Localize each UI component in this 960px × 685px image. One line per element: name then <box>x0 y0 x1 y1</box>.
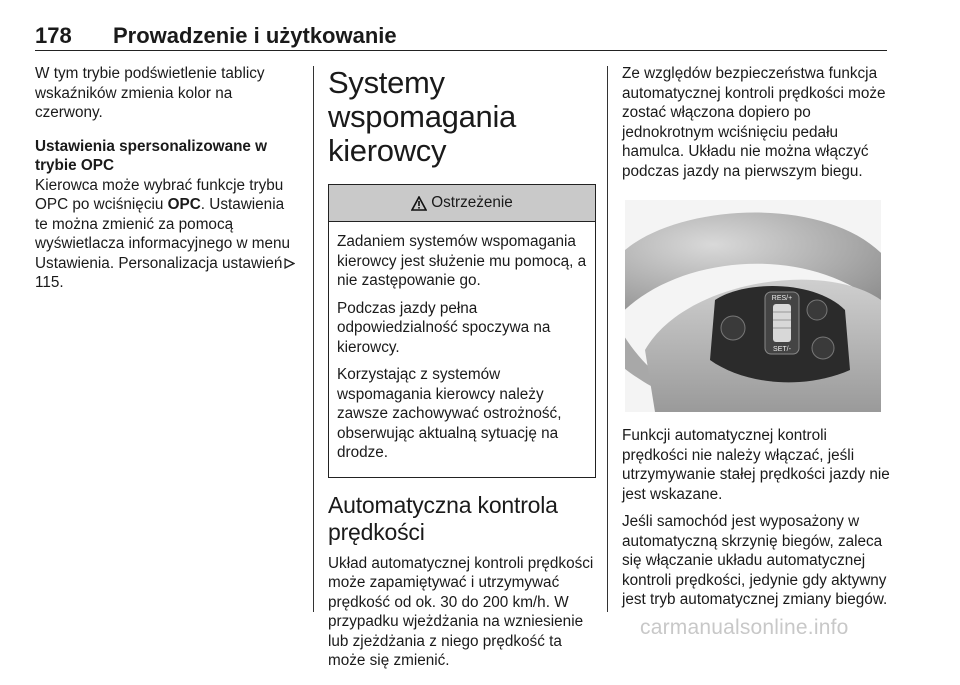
steering-wheel-photo <box>625 200 881 412</box>
steering-wheel-illustration <box>625 200 881 412</box>
section-title-cruise-control: Automatyczna kontrola prędkości <box>328 491 558 545</box>
opc-text-part1: Kierowca może wybrać funkcje trybu OPC po wciśnięciu <box>35 176 284 213</box>
column-right-lower <box>622 426 890 618</box>
page-number: 178 <box>35 23 72 48</box>
warning-paragraph: Zadaniem systemów wspomagania kierowcy jest służenie mu pomocą, a nie zastępowanie go. <box>337 233 587 289</box>
warning-header <box>329 185 595 222</box>
section-title-driver-assistance: Systemy wspomagania kierowcy <box>328 65 516 168</box>
column-divider-2 <box>607 66 608 612</box>
cruise-not-recommended-paragraph: Funkcji automatycznej kontroli prędkości nie należy włączać, jeśli utrzymywanie stałej prędkości jazdy nie jest wskazane. <box>622 427 890 503</box>
column-divider-1 <box>313 66 314 612</box>
opc-button-label: OPC <box>167 196 201 213</box>
site-watermark: carmanualsonline.info <box>640 616 849 639</box>
page-header <box>35 22 887 51</box>
warning-triangle-icon <box>411 196 427 211</box>
reference-page-link[interactable]: 115. <box>35 274 64 291</box>
warning-paragraph: Podczas jazdy pełna odpowiedzialność spoczywa na kierowcy. <box>337 299 551 356</box>
column-middle <box>328 66 596 685</box>
opc-text-part2: . Ustawienia te można zmienić za pomocą wyświetlacza informacyjnego w menu Ustawienia. Personalizacja ustawień <box>35 196 291 272</box>
warning-label: Ostrzeżenie <box>431 194 513 212</box>
cruise-control-paragraph: Układ automatycznej kontroli prędkości może zapamiętywać i utrzymywać prędkość od ok. 30 do 200 km/h. W przypadku wjeżdżania na wzniesienie lub zjeżdżania z niego prędkość ta może się zmienić. <box>328 554 594 669</box>
opc-settings-subheading: Ustawienia spersonalizowane w trybie OPC <box>35 137 268 174</box>
res-button-label: RES/+ <box>771 295 793 302</box>
automatic-gearbox-paragraph: Jeśli samochód jest wyposażony w automatyczną skrzynię biegów, zaleca się włączanie układu automatycznej kontroli prędkości, jedynie gdy aktywny jest tryb automatycznej zmiany biegów. <box>622 513 888 608</box>
warning-box <box>328 184 596 478</box>
column-left <box>35 64 300 307</box>
warning-body <box>329 222 595 477</box>
opc-settings-paragraph <box>35 176 300 293</box>
page-reference-triangle-icon <box>284 258 295 269</box>
safety-paragraph: Ze względów bezpieczeństwa funkcja automatycznej kontroli prędkości może zostać włączona dopiero po jednokrotnym wciśnięciu pedału hamulca. Układu nie można włączyć podczas jazdy na pierwszym biegu. <box>622 65 886 180</box>
set-button-label: SET/- <box>773 346 791 353</box>
chapter-title: Prowadzenie i użytkowanie <box>113 23 397 48</box>
intro-paragraph: W tym trybie podświetlenie tablicy wskaźników zmienia kolor na czerwony. <box>35 65 265 121</box>
column-right <box>622 64 890 195</box>
warning-paragraph: Korzystając z systemów wspomagania kierowcy należy zawsze zachowywać ostrożność, obserwując aktualną sytuację na drodze. <box>337 366 562 461</box>
